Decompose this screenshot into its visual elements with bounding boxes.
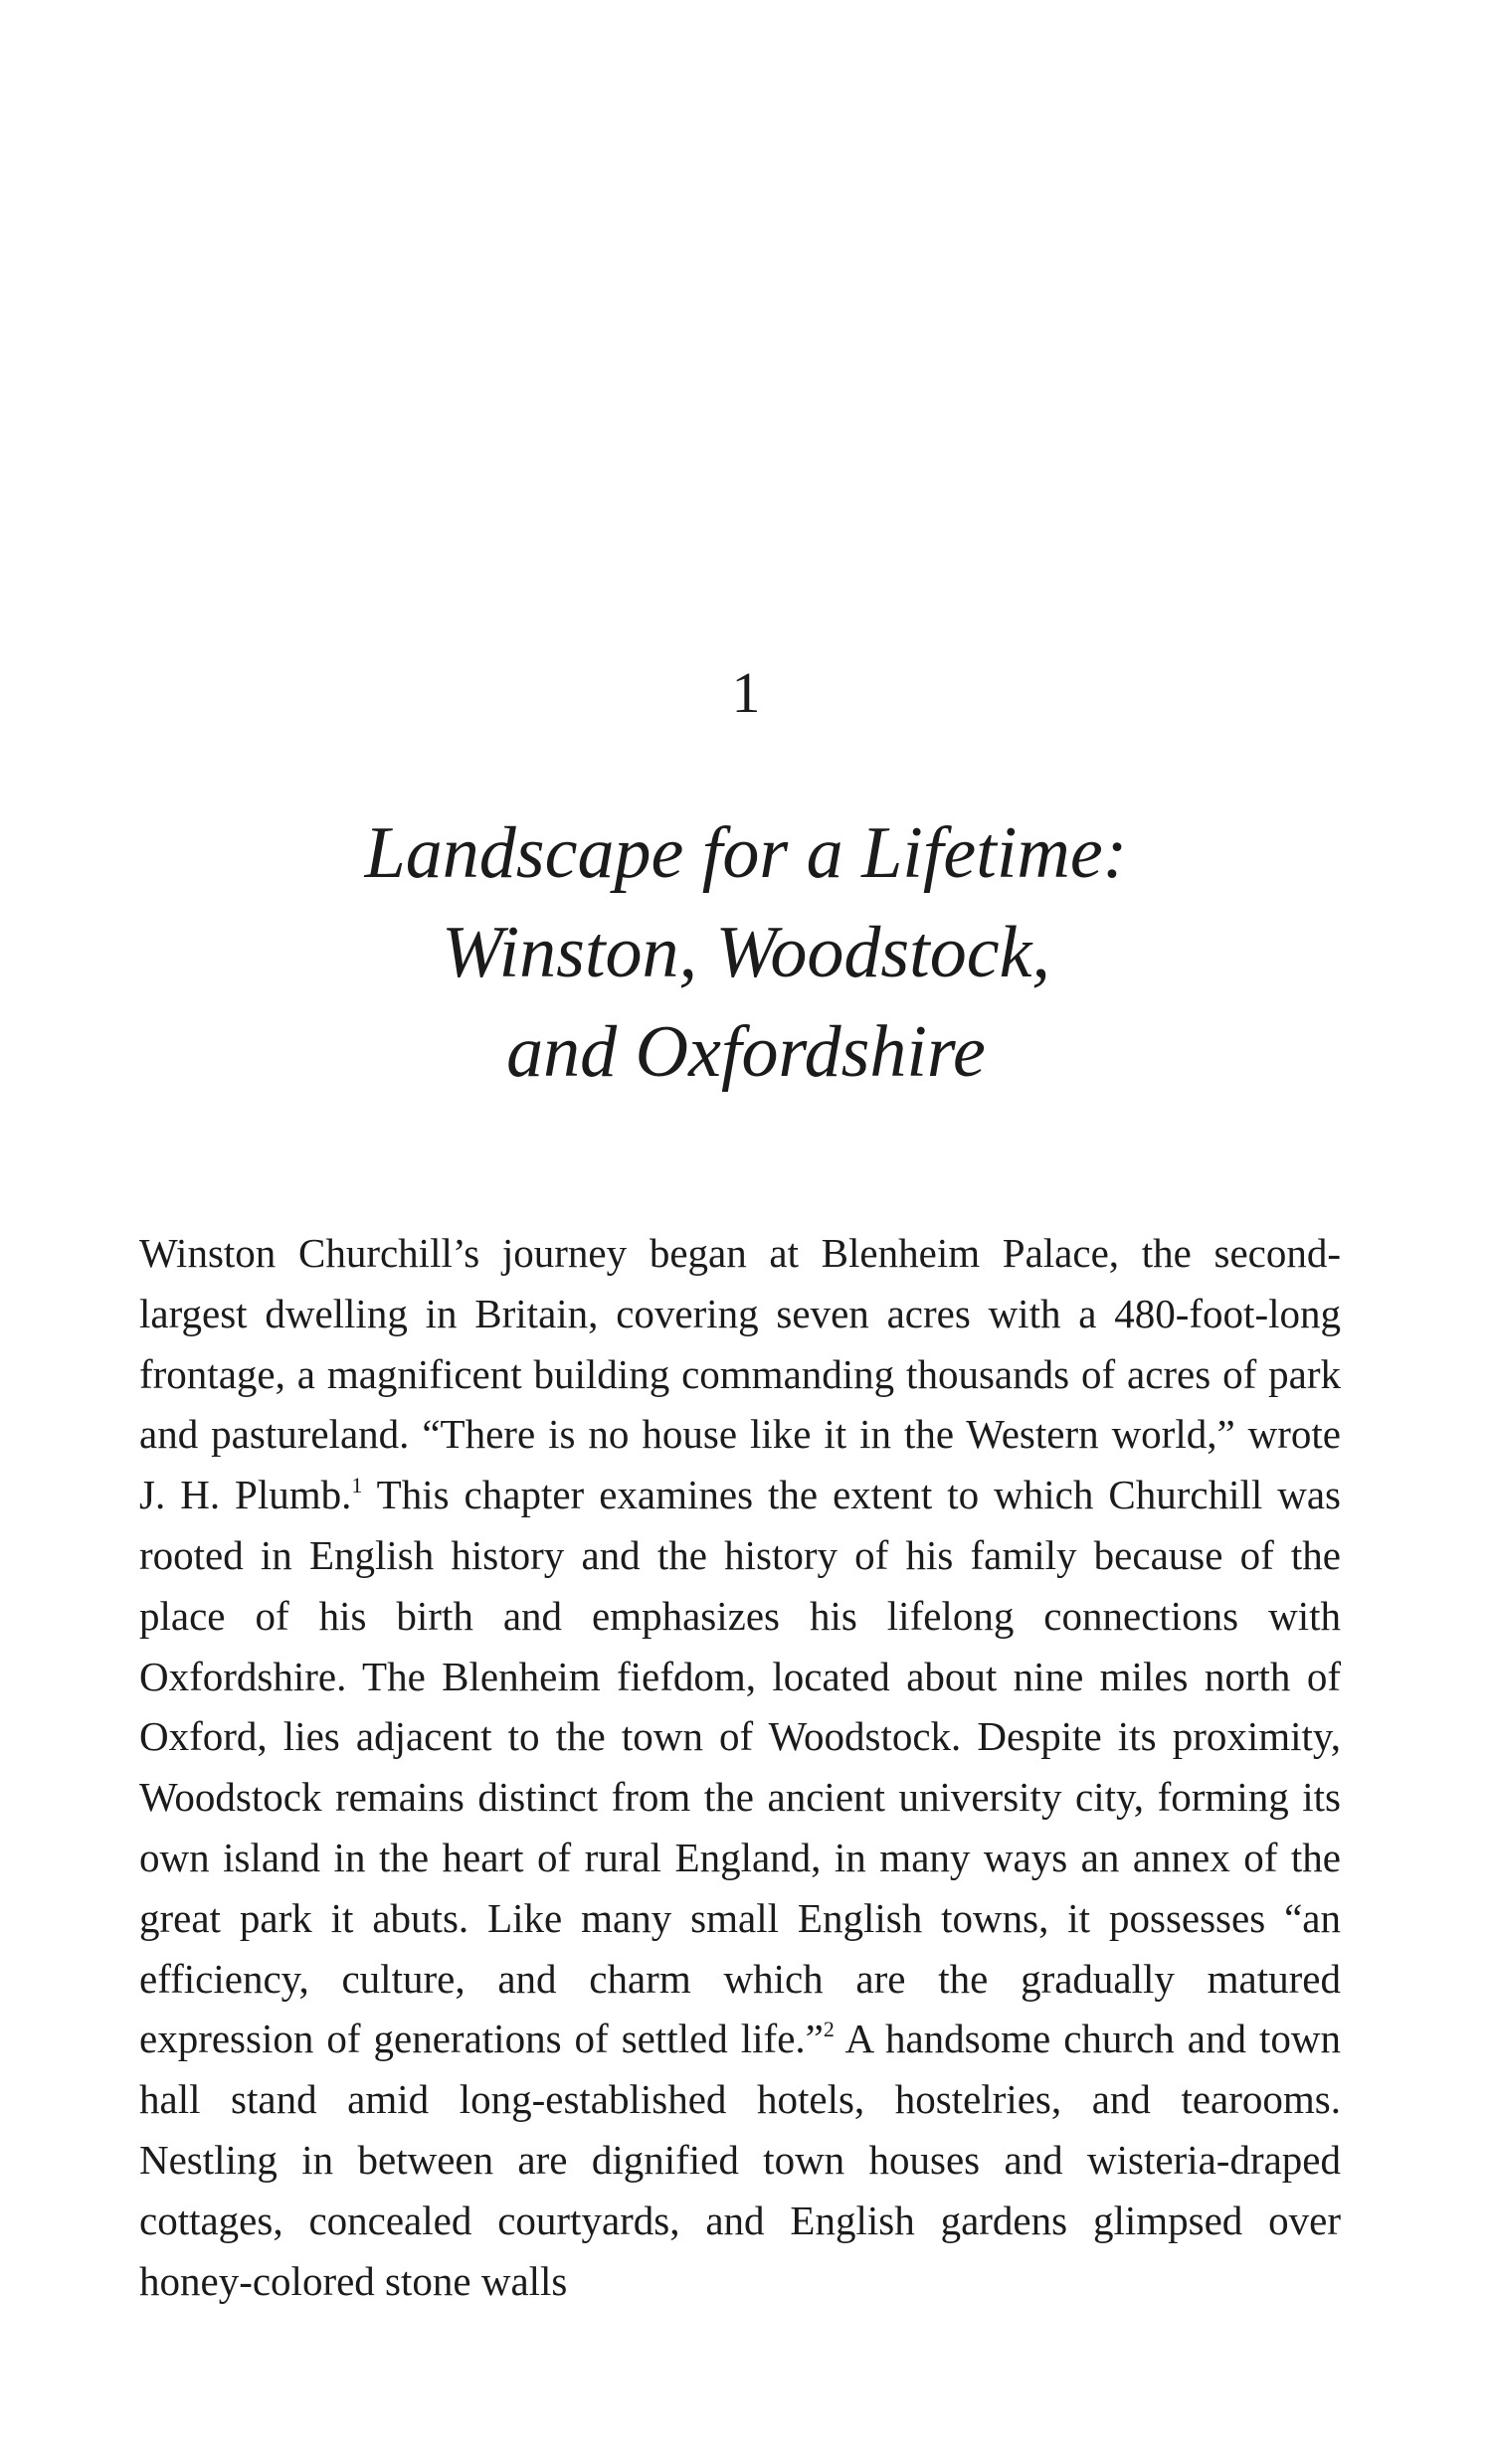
footnote-marker-1[interactable]: 1: [351, 1473, 363, 1498]
footnote-marker-2[interactable]: 2: [823, 2017, 835, 2042]
body-paragraph: [139, 1223, 1341, 2311]
chapter-title: [0, 803, 1492, 1102]
body-text-part-1: Winston Churchill’s journey began at Blenheim Palace, the second-largest dwelling in Britain, covering seven acres with a 480-foot-long frontage, a magnificent building commanding thousands of acres of park and pastureland. “There is no house like it in the Western world,” wrote J. H. Plumb.: [139, 1230, 1341, 1518]
body-text-part-3: A handsome church and town hall stand amid long-established hotels, hostelries, and tearooms. Nestling in between are dignified town houses and wisteria-draped cottages, concealed courtyards, and English gardens glimpsed over honey-colored stone walls: [139, 2016, 1342, 2304]
chapter-number: 1: [731, 660, 761, 725]
chapter-title-line-3: and Oxfordshire: [506, 1011, 986, 1093]
chapter-title-line-2: Winston, Woodstock,: [442, 912, 1050, 993]
body-text-part-2: This chapter examines the extent to which Churchill was rooted in English history and the history of his family because of the place of his birth and emphasizes his lifelong connections with Oxfordshire. The Blenheim fiefdom, located about nine miles north of Oxford, lies adjacent to the town of Woodstock. Despite its proximity, Woodstock remains distinct from the ancient university city, forming its own island in the heart of rural England, in many ways an annex of the great park it abuts. Like many small English towns, it possesses “an efficiency, culture, and charm which are the gradually matured expression of generations of settled life.”: [139, 1472, 1342, 2062]
chapter-title-line-1: Landscape for a Lifetime:: [364, 812, 1128, 894]
